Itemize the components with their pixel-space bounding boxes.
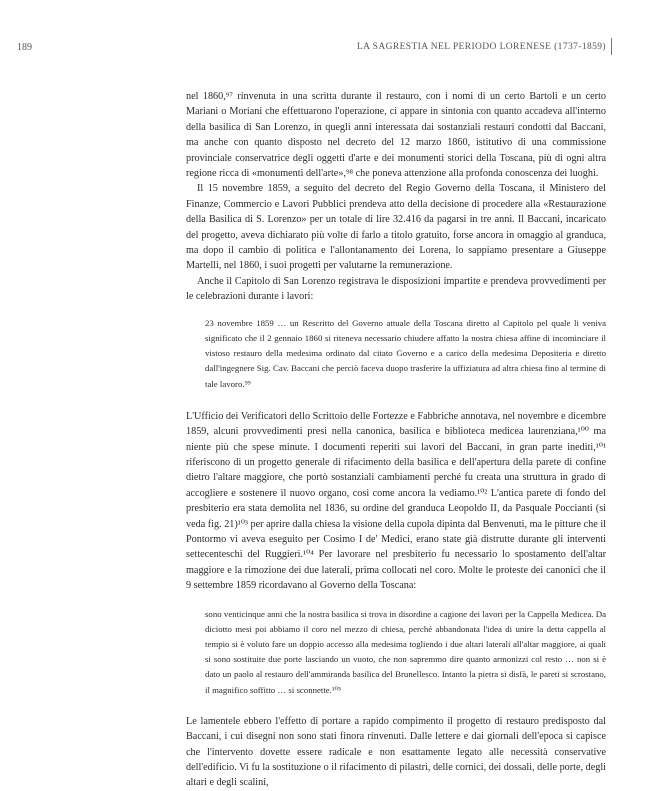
paragraph-2: Il 15 novembre 1859, a seguito del decreto del Regio Governo della Toscana, il Ministero del Finanze, Commercio e Lavori Pubblici prendeva atto della decisione di procedere alla «Restaurazione della Basilica di S. Lorenzo» per un totale di lire 32.416 da pagarsi in tre anni. Il Baccani, incaricato del progetto, aveva dichiarato più volte di farlo a titolo gratuito, forse ancora in omaggio al granduca, ma dopo il cambio di politica e l'allontanamento dei Lorena, lo sappiamo presentare a Giuseppe Martelli, nel 1860, i suoi progetti per valutarne la remunerazione. <box>186 183 606 272</box>
paragraph-5: Le lamentele ebbero l'effetto di portare a rapido compimento il progetto di restauro predisposto dal Baccani, i cui disegni non sono stati finora rinvenuti. Dalle lettere e dai giornali dell'epoca si capisce che l'intervento dovette essere radicale e non esattamente legato alle necessità conservative dell'edificio. Vi fu la sostituzione o il rifacimento di pilastri, delle cornici, dei dossali, delle porte, degli altari e degli scalini, <box>186 715 606 789</box>
running-head: LA SAGRESTIA NEL PERIODO LORENESE (1737-1859) <box>356 42 606 52</box>
block-quote-1: 23 novembre 1859 … un Rescritto del Governo attuale della Toscana diretto al Capitolo pel quale li veniva significato che il 2 gennaio 1860 si riteneva necessario chiudere affatto la nostra chiesa affine di incominciare il vistoso restauro della medesima ordinato dal citato Governo e a carico della medesima Depositeria e diretto dall'ingegnere Sig. Cav. Baccani che perciò faceva duopo trasferire la uffiziatura ad altra chiesa fino al termine di tale lavoro.⁹⁹ <box>205 317 606 389</box>
body-text <box>186 89 606 791</box>
page-number: 189 <box>17 42 32 53</box>
paragraph-4: L'Ufficio dei Verificatori dello Scrittoio delle Fortezze e Fabbriche annotava, nel novembre e dicembre 1859, alcuni provvedimenti presi nella canonica, basilica e biblioteca medicea laurenziana,¹⁰⁰ ma niente più che spese minute. I documenti reperiti sui lavori del Baccani, in gran parte inediti,¹⁰¹ riferiscono di un progetto generale di rifacimento della basilica e dell'apertura della parete di confine dietro l'altare maggiore, che portò sostanziali cambiamenti perché fu creata una struttura in grado di accogliere e sostenere il nuovo organo, così come ancora la vediamo.¹⁰² L'antica parete di fondo del presbiterio era stata demolita nel 1836, su ordine del granduca Leopoldo II, da Pasquale Poccianti (si veda fig. 21)¹⁰³ per aprire dalla chiesa la visione della cupola dipinta dal Benvenuti, ma le pitture che il Pontormo vi aveva eseguito per Cosimo I de' Medici, erano state già distrutte durante gli interventi settecenteschi del Ruggieri.¹⁰⁴ Per lavorare nel presbiterio fu necessario lo spostamento dell'altar maggiore e la rimozione dei due laterali, prima collocati nel coro. Molte le proteste dei canonici che il 9 settembre 1859 ricordavano al Governo della Toscana: <box>186 410 606 592</box>
paragraph-3: Anche il Capitolo di San Lorenzo registrava le disposizioni impartite e prendeva provvedimenti per le celebrazioni durante i lavori: <box>186 275 606 303</box>
paragraph-1: nel 1860,⁹⁷ rinvenuta in una scritta durante il restauro, con i nomi di un certo Bartoli e un certo Mariani o Moriani che effettuarono l'operazione, ci appare in sintonia con quanto accadeva all'interno della basilica di San Lorenzo, in quegli anni interessata dai sostanziali restauri condotti dal Baccani, ma anche con quanto disposto nel decreto del 12 marzo 1860, istitutivo di una commissione provinciale conservatrice degli oggetti d'arte e dei monumenti storici della Toscana, più di ogni altra regione ricca di «monumenti dell'arte»,⁹⁸ che poneva attenzione alla profonda conoscenza dei luoghi. <box>186 91 606 180</box>
block-quote-2: sono venticinque anni che la nostra basilica si trova in disordine a cagione dei lavori per la Cappella Medicea. Da diciotto mesi poi abbiamo il coro nel mezzo di chiesa, perché abbandonata l'idea di unire la detta cappella al tempio si è voluto fare un doppio accesso alla medesima togliendo i due altari laterali all'altar maggiore, ai quali si sono sostituite due porte lasciando un vuoto, che non sapremmo dire quanto armonizzi col resto … non si è dato un paolo al restauro dell'ammiranda basilica del Brunellesco. Intanto la pietra si disfà, le pareti si scrostano, il magnifico soffitto … si sconnette.¹⁰⁵ <box>205 608 606 695</box>
header-rule <box>611 38 613 55</box>
